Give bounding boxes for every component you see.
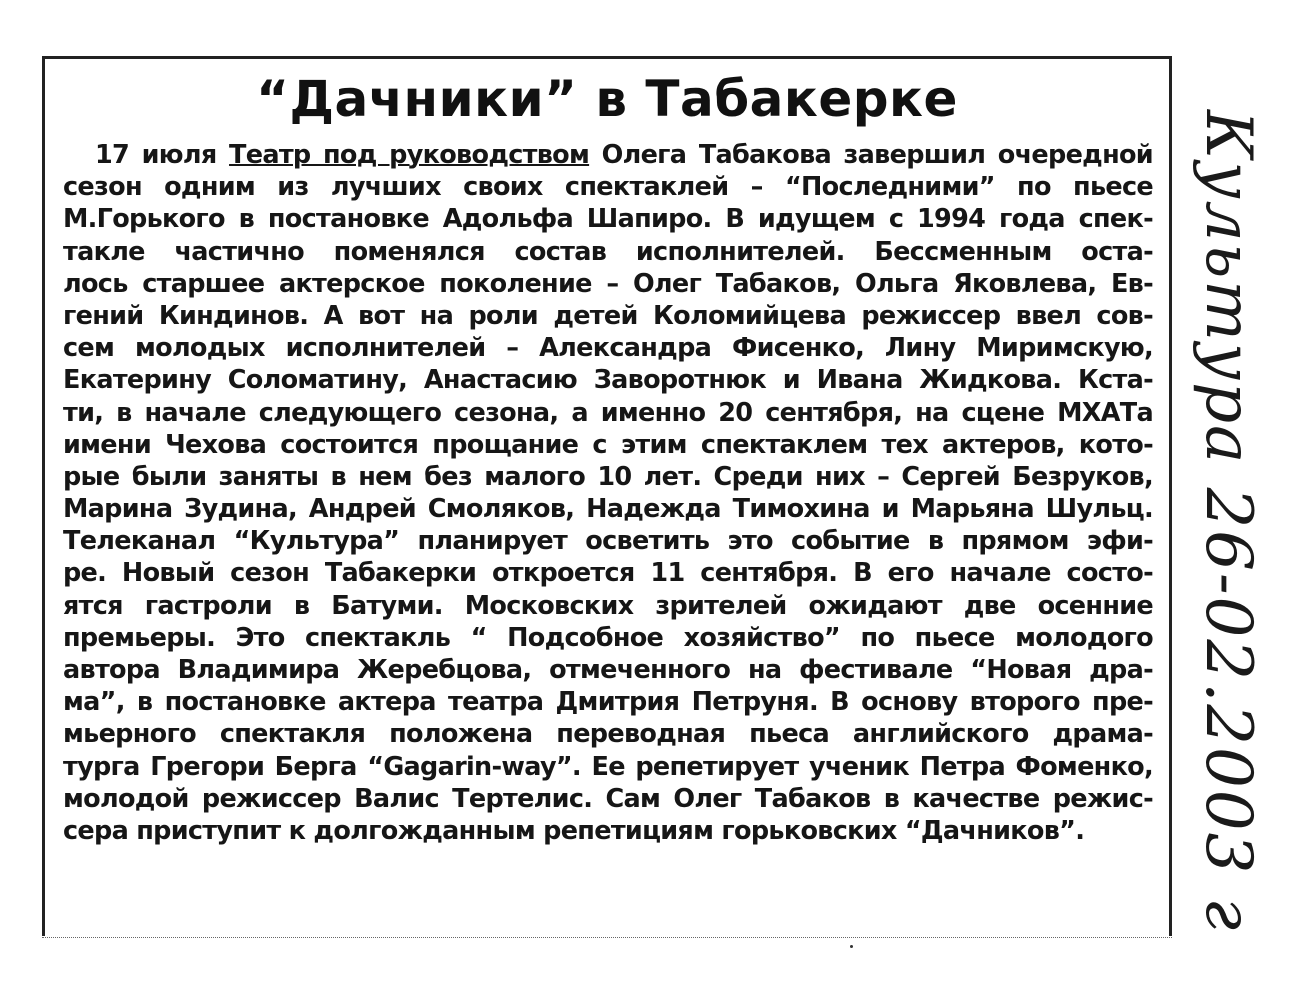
article-line: автора Владимира Жеребцова, отмеченного на фестивале “Новая дра- xyxy=(63,655,1153,685)
article-line: М.Горького в постановке Адольфа Шапиро. В идущем с 1994 года спек- xyxy=(63,204,1153,235)
article-line: лось старшее актерское поколение – Олег Табаков, Ольга Яковлева, Ев- xyxy=(63,268,1153,299)
article-line: ма”, в постановке актера театра Дмитрия Петруня. В основу второго пре- xyxy=(63,687,1153,718)
article-line: ре. Новый сезон Табакерки откроется 11 сентября. В его начале состо- xyxy=(63,558,1153,589)
article-line: премьеры. Это спектакль “ Подсобное хозяйство” по пьесе молодого xyxy=(63,622,1153,653)
article-line: сезон одним из лучших своих спектаклей – “Последними” по пьесе xyxy=(63,172,1153,203)
article-line: турга Грегори Берга “Gagarin-way”. Ее репетирует ученик Петра Фоменко, xyxy=(63,751,1153,782)
handwritten-annotation: Культура 26-02.2003 г xyxy=(1191,110,1265,932)
article-line: мьерного спектакля положена переводная пьеса английского драма- xyxy=(63,719,1153,750)
article-line: ти, в начале следующего сезона, а именно 20 сентября, на сцене МХАТа xyxy=(63,397,1153,428)
article-line: гений Киндинов. А вот на роли детей Коломийцева режиссер ввел сов- xyxy=(63,300,1153,331)
article-line: Марина Зудина, Андрей Смоляков, Надежда Тимохина и Марьяна Шульц. xyxy=(63,494,1153,525)
article-line: ятся гастроли в Батуми. Московских зрителей ожидают две осенние xyxy=(63,590,1153,621)
article-line: имени Чехова состоится прощание с этим спектаклем тех актеров, кото- xyxy=(63,429,1153,460)
article-line: такле частично поменялся состав исполнителей. Бессменным оста- xyxy=(63,236,1153,267)
article-line xyxy=(63,139,1153,171)
scan-speck xyxy=(850,945,853,948)
article-line: сера приступит к долгожданным репетициям горьковских “Дачников”. xyxy=(63,815,1085,846)
article-line: рые были заняты в нем без малого 10 лет. Среди них – Сергей Безруков, xyxy=(63,461,1153,492)
article-line: молодой режиссер Валис Тертелис. Сам Олег Табаков в качестве режис- xyxy=(63,783,1153,814)
article-line-text: 17 июля xyxy=(95,140,230,170)
newspaper-clipping xyxy=(42,56,1172,936)
underlined-phrase: Театр под руководством xyxy=(229,140,590,170)
article-headline: “Дачники” в Табакерке xyxy=(256,70,958,128)
article-line: Екатерину Соломатину, Анастасию Заворотнюк и Ивана Жидкова. Кста- xyxy=(63,365,1153,396)
article-line: Телеканал “Культура” планирует осветить это событие в прямом эфи- xyxy=(63,526,1153,557)
article-line-text: Олега Табакова завершил очередной xyxy=(589,140,1153,170)
article-body xyxy=(63,139,1153,847)
article-line: сем молодых исполнителей – Александра Фисенко, Лину Миримскую, xyxy=(63,333,1153,364)
